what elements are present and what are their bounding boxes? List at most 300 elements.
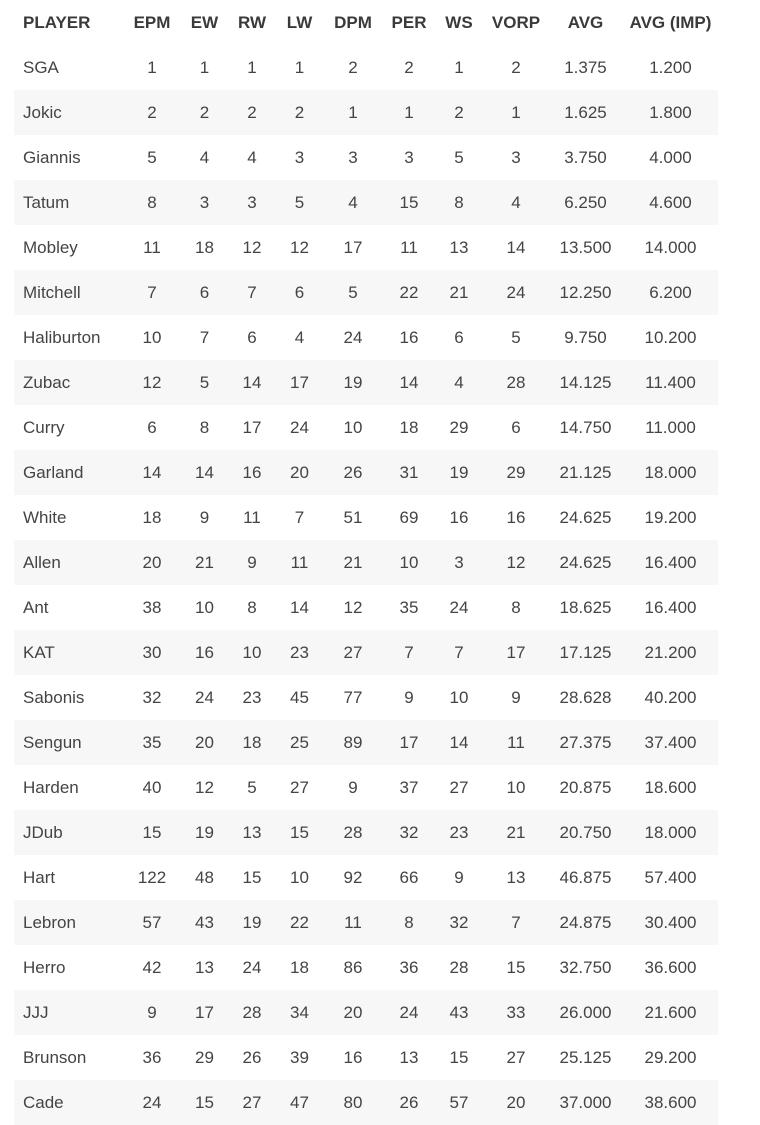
cell-ew: 4 [182,135,227,180]
cell-lw: 20 [277,450,322,495]
cell-per: 24 [384,990,434,1035]
cell-rw: 12 [227,225,277,270]
cell-avg: 24.625 [548,495,623,540]
player-name-cell: Garland [14,450,122,495]
column-header-dpm: DPM [322,0,384,45]
cell-rw: 18 [227,720,277,765]
cell-dpm: 26 [322,450,384,495]
cell-vorp: 13 [484,855,548,900]
cell-per: 37 [384,765,434,810]
cell-dpm: 77 [322,675,384,720]
cell-rw: 10 [227,630,277,675]
cell-avg: 17.125 [548,630,623,675]
cell-lw: 17 [277,360,322,405]
cell-avg: 1.625 [548,90,623,135]
cell-ew: 29 [182,1035,227,1080]
cell-vorp: 21 [484,810,548,855]
cell-lw: 22 [277,900,322,945]
cell-ew: 18 [182,225,227,270]
cell-rw: 13 [227,810,277,855]
cell-ws: 10 [434,675,484,720]
cell-ws: 1 [434,45,484,90]
cell-lw: 4 [277,315,322,360]
cell-lw: 24 [277,405,322,450]
cell-vorp: 5 [484,315,548,360]
cell-rw: 9 [227,540,277,585]
player-name-cell: JJJ [14,990,122,1035]
cell-ws: 21 [434,270,484,315]
cell-epm: 6 [122,405,182,450]
player-name-cell: White [14,495,122,540]
cell-per: 2 [384,45,434,90]
cell-epm: 122 [122,855,182,900]
cell-dpm: 24 [322,315,384,360]
cell-rw: 8 [227,585,277,630]
column-header-lw: LW [277,0,322,45]
cell-rw: 14 [227,360,277,405]
cell-dpm: 92 [322,855,384,900]
player-name-cell: Tatum [14,180,122,225]
cell-ew: 8 [182,405,227,450]
cell-dpm: 3 [322,135,384,180]
cell-vorp: 14 [484,225,548,270]
cell-avg: 14.750 [548,405,623,450]
cell-ws: 19 [434,450,484,495]
cell-dpm: 9 [322,765,384,810]
cell-ws: 9 [434,855,484,900]
cell-rw: 1 [227,45,277,90]
cell-per: 26 [384,1080,434,1125]
table-row [14,630,718,675]
column-header-avg-imp: AVG (IMP) [623,0,718,45]
cell-ew: 15 [182,1080,227,1125]
table-row [14,270,718,315]
player-name-cell: JDub [14,810,122,855]
cell-epm: 9 [122,990,182,1035]
cell-epm: 30 [122,630,182,675]
cell-avg: 27.375 [548,720,623,765]
cell-epm: 7 [122,270,182,315]
cell-epm: 35 [122,720,182,765]
cell-dpm: 80 [322,1080,384,1125]
cell-avg-imp: 6.200 [623,270,718,315]
cell-epm: 18 [122,495,182,540]
cell-lw: 6 [277,270,322,315]
cell-avg-imp: 1.200 [623,45,718,90]
cell-rw: 3 [227,180,277,225]
cell-lw: 25 [277,720,322,765]
table-row [14,540,718,585]
cell-ws: 23 [434,810,484,855]
cell-rw: 15 [227,855,277,900]
cell-vorp: 6 [484,405,548,450]
table-row [14,675,718,720]
cell-lw: 45 [277,675,322,720]
player-name-cell: KAT [14,630,122,675]
cell-rw: 5 [227,765,277,810]
cell-avg-imp: 11.000 [623,405,718,450]
cell-avg: 9.750 [548,315,623,360]
player-name-cell: Giannis [14,135,122,180]
cell-epm: 36 [122,1035,182,1080]
cell-vorp: 11 [484,720,548,765]
cell-dpm: 28 [322,810,384,855]
cell-rw: 26 [227,1035,277,1080]
cell-ew: 16 [182,630,227,675]
cell-avg-imp: 38.600 [623,1080,718,1125]
cell-vorp: 16 [484,495,548,540]
table-row [14,765,718,810]
cell-ws: 16 [434,495,484,540]
cell-epm: 20 [122,540,182,585]
player-name-cell: Mitchell [14,270,122,315]
column-header-ew: EW [182,0,227,45]
cell-dpm: 19 [322,360,384,405]
cell-ws: 14 [434,720,484,765]
cell-ws: 29 [434,405,484,450]
cell-avg: 37.000 [548,1080,623,1125]
table-body [14,45,718,1125]
cell-avg-imp: 10.200 [623,315,718,360]
cell-epm: 5 [122,135,182,180]
cell-avg: 25.125 [548,1035,623,1080]
table-row [14,225,718,270]
cell-rw: 7 [227,270,277,315]
cell-avg-imp: 36.600 [623,945,718,990]
cell-ws: 24 [434,585,484,630]
cell-ws: 2 [434,90,484,135]
cell-per: 22 [384,270,434,315]
cell-avg-imp: 18.000 [623,450,718,495]
player-name-cell: Ant [14,585,122,630]
cell-epm: 8 [122,180,182,225]
cell-ew: 24 [182,675,227,720]
cell-epm: 10 [122,315,182,360]
cell-avg: 28.628 [548,675,623,720]
cell-lw: 1 [277,45,322,90]
cell-avg-imp: 18.600 [623,765,718,810]
table-header [14,0,718,45]
cell-avg: 18.625 [548,585,623,630]
cell-epm: 32 [122,675,182,720]
cell-ew: 14 [182,450,227,495]
cell-per: 14 [384,360,434,405]
cell-rw: 27 [227,1080,277,1125]
cell-ew: 10 [182,585,227,630]
player-name-cell: Harden [14,765,122,810]
cell-avg-imp: 1.800 [623,90,718,135]
cell-vorp: 28 [484,360,548,405]
cell-lw: 11 [277,540,322,585]
cell-avg-imp: 21.600 [623,990,718,1035]
cell-dpm: 20 [322,990,384,1035]
cell-avg-imp: 30.400 [623,900,718,945]
cell-lw: 5 [277,180,322,225]
cell-vorp: 10 [484,765,548,810]
table-row [14,1035,718,1080]
cell-per: 32 [384,810,434,855]
cell-epm: 38 [122,585,182,630]
cell-avg: 13.500 [548,225,623,270]
cell-lw: 10 [277,855,322,900]
cell-rw: 17 [227,405,277,450]
cell-ew: 17 [182,990,227,1035]
cell-vorp: 7 [484,900,548,945]
cell-vorp: 12 [484,540,548,585]
player-name-cell: SGA [14,45,122,90]
cell-ws: 43 [434,990,484,1035]
column-header-ws: WS [434,0,484,45]
cell-vorp: 15 [484,945,548,990]
cell-rw: 2 [227,90,277,135]
cell-ew: 5 [182,360,227,405]
cell-epm: 12 [122,360,182,405]
cell-per: 35 [384,585,434,630]
cell-lw: 47 [277,1080,322,1125]
cell-epm: 57 [122,900,182,945]
cell-vorp: 2 [484,45,548,90]
cell-rw: 23 [227,675,277,720]
cell-avg: 12.250 [548,270,623,315]
cell-avg-imp: 37.400 [623,720,718,765]
cell-per: 1 [384,90,434,135]
player-name-cell: Mobley [14,225,122,270]
cell-ew: 2 [182,90,227,135]
cell-avg: 24.875 [548,900,623,945]
cell-ew: 3 [182,180,227,225]
player-name-cell: Cade [14,1080,122,1125]
cell-avg: 3.750 [548,135,623,180]
cell-vorp: 9 [484,675,548,720]
cell-avg: 24.625 [548,540,623,585]
player-name-cell: Curry [14,405,122,450]
table-row [14,855,718,900]
table-row [14,900,718,945]
cell-rw: 24 [227,945,277,990]
cell-lw: 14 [277,585,322,630]
cell-per: 7 [384,630,434,675]
cell-epm: 1 [122,45,182,90]
cell-ew: 6 [182,270,227,315]
cell-avg-imp: 14.000 [623,225,718,270]
cell-ew: 7 [182,315,227,360]
cell-rw: 16 [227,450,277,495]
cell-ew: 48 [182,855,227,900]
cell-rw: 28 [227,990,277,1035]
table-row [14,450,718,495]
cell-ws: 8 [434,180,484,225]
cell-per: 18 [384,405,434,450]
cell-ws: 57 [434,1080,484,1125]
player-name-cell: Sabonis [14,675,122,720]
cell-avg: 20.750 [548,810,623,855]
cell-per: 9 [384,675,434,720]
cell-lw: 2 [277,90,322,135]
cell-avg-imp: 18.000 [623,810,718,855]
cell-dpm: 11 [322,900,384,945]
player-name-cell: Allen [14,540,122,585]
table-row [14,945,718,990]
player-name-cell: Zubac [14,360,122,405]
cell-dpm: 21 [322,540,384,585]
cell-epm: 14 [122,450,182,495]
cell-vorp: 3 [484,135,548,180]
table-row [14,45,718,90]
cell-epm: 11 [122,225,182,270]
player-name-cell: Brunson [14,1035,122,1080]
cell-per: 10 [384,540,434,585]
player-name-cell: Sengun [14,720,122,765]
cell-per: 3 [384,135,434,180]
cell-avg-imp: 16.400 [623,540,718,585]
cell-per: 11 [384,225,434,270]
table-row [14,180,718,225]
cell-avg-imp: 40.200 [623,675,718,720]
rankings-table [14,0,718,1125]
cell-avg: 26.000 [548,990,623,1035]
cell-ew: 13 [182,945,227,990]
player-name-cell: Jokic [14,90,122,135]
cell-per: 16 [384,315,434,360]
cell-avg-imp: 4.000 [623,135,718,180]
cell-dpm: 17 [322,225,384,270]
cell-avg-imp: 11.400 [623,360,718,405]
cell-lw: 3 [277,135,322,180]
cell-per: 17 [384,720,434,765]
cell-dpm: 16 [322,1035,384,1080]
table-row [14,585,718,630]
player-name-cell: Haliburton [14,315,122,360]
cell-avg-imp: 21.200 [623,630,718,675]
table-row [14,315,718,360]
table-row [14,405,718,450]
cell-ew: 21 [182,540,227,585]
cell-avg-imp: 4.600 [623,180,718,225]
table-row [14,990,718,1035]
cell-ew: 12 [182,765,227,810]
cell-ws: 5 [434,135,484,180]
table-row [14,810,718,855]
cell-lw: 39 [277,1035,322,1080]
cell-lw: 23 [277,630,322,675]
cell-dpm: 27 [322,630,384,675]
cell-per: 69 [384,495,434,540]
header-row [14,0,718,45]
cell-ws: 32 [434,900,484,945]
cell-epm: 40 [122,765,182,810]
column-header-rw: RW [227,0,277,45]
cell-avg: 32.750 [548,945,623,990]
cell-dpm: 2 [322,45,384,90]
cell-per: 66 [384,855,434,900]
player-name-cell: Hart [14,855,122,900]
table-row [14,360,718,405]
table-row [14,90,718,135]
cell-lw: 15 [277,810,322,855]
cell-rw: 6 [227,315,277,360]
rankings-table-container [14,0,718,1125]
table-row [14,1080,718,1125]
cell-avg-imp: 57.400 [623,855,718,900]
cell-vorp: 33 [484,990,548,1035]
cell-vorp: 1 [484,90,548,135]
cell-per: 13 [384,1035,434,1080]
player-name-cell: Herro [14,945,122,990]
cell-dpm: 1 [322,90,384,135]
cell-vorp: 24 [484,270,548,315]
cell-ws: 4 [434,360,484,405]
cell-ew: 1 [182,45,227,90]
cell-ew: 9 [182,495,227,540]
cell-ew: 43 [182,900,227,945]
table-row [14,720,718,765]
table-row [14,135,718,180]
cell-ws: 15 [434,1035,484,1080]
cell-vorp: 8 [484,585,548,630]
cell-rw: 19 [227,900,277,945]
cell-dpm: 4 [322,180,384,225]
cell-epm: 2 [122,90,182,135]
cell-avg-imp: 19.200 [623,495,718,540]
cell-ew: 20 [182,720,227,765]
column-header-player: PLAYER [14,0,122,45]
cell-epm: 15 [122,810,182,855]
player-name-cell: Lebron [14,900,122,945]
cell-epm: 24 [122,1080,182,1125]
cell-dpm: 5 [322,270,384,315]
cell-avg-imp: 16.400 [623,585,718,630]
cell-per: 31 [384,450,434,495]
cell-dpm: 12 [322,585,384,630]
cell-lw: 7 [277,495,322,540]
column-header-per: PER [384,0,434,45]
cell-dpm: 89 [322,720,384,765]
cell-vorp: 4 [484,180,548,225]
cell-avg: 1.375 [548,45,623,90]
cell-ws: 6 [434,315,484,360]
cell-avg: 46.875 [548,855,623,900]
cell-vorp: 17 [484,630,548,675]
column-header-vorp: VORP [484,0,548,45]
cell-per: 15 [384,180,434,225]
cell-ws: 28 [434,945,484,990]
cell-avg-imp: 29.200 [623,1035,718,1080]
cell-lw: 18 [277,945,322,990]
cell-avg: 6.250 [548,180,623,225]
cell-ws: 27 [434,765,484,810]
cell-ws: 13 [434,225,484,270]
cell-per: 36 [384,945,434,990]
table-row [14,495,718,540]
cell-epm: 42 [122,945,182,990]
cell-avg: 14.125 [548,360,623,405]
cell-lw: 27 [277,765,322,810]
cell-per: 8 [384,900,434,945]
cell-avg: 20.875 [548,765,623,810]
column-header-epm: EPM [122,0,182,45]
cell-rw: 4 [227,135,277,180]
cell-dpm: 51 [322,495,384,540]
cell-ws: 3 [434,540,484,585]
cell-dpm: 86 [322,945,384,990]
cell-dpm: 10 [322,405,384,450]
cell-rw: 11 [227,495,277,540]
cell-lw: 12 [277,225,322,270]
cell-lw: 34 [277,990,322,1035]
cell-vorp: 29 [484,450,548,495]
cell-avg: 21.125 [548,450,623,495]
cell-vorp: 20 [484,1080,548,1125]
